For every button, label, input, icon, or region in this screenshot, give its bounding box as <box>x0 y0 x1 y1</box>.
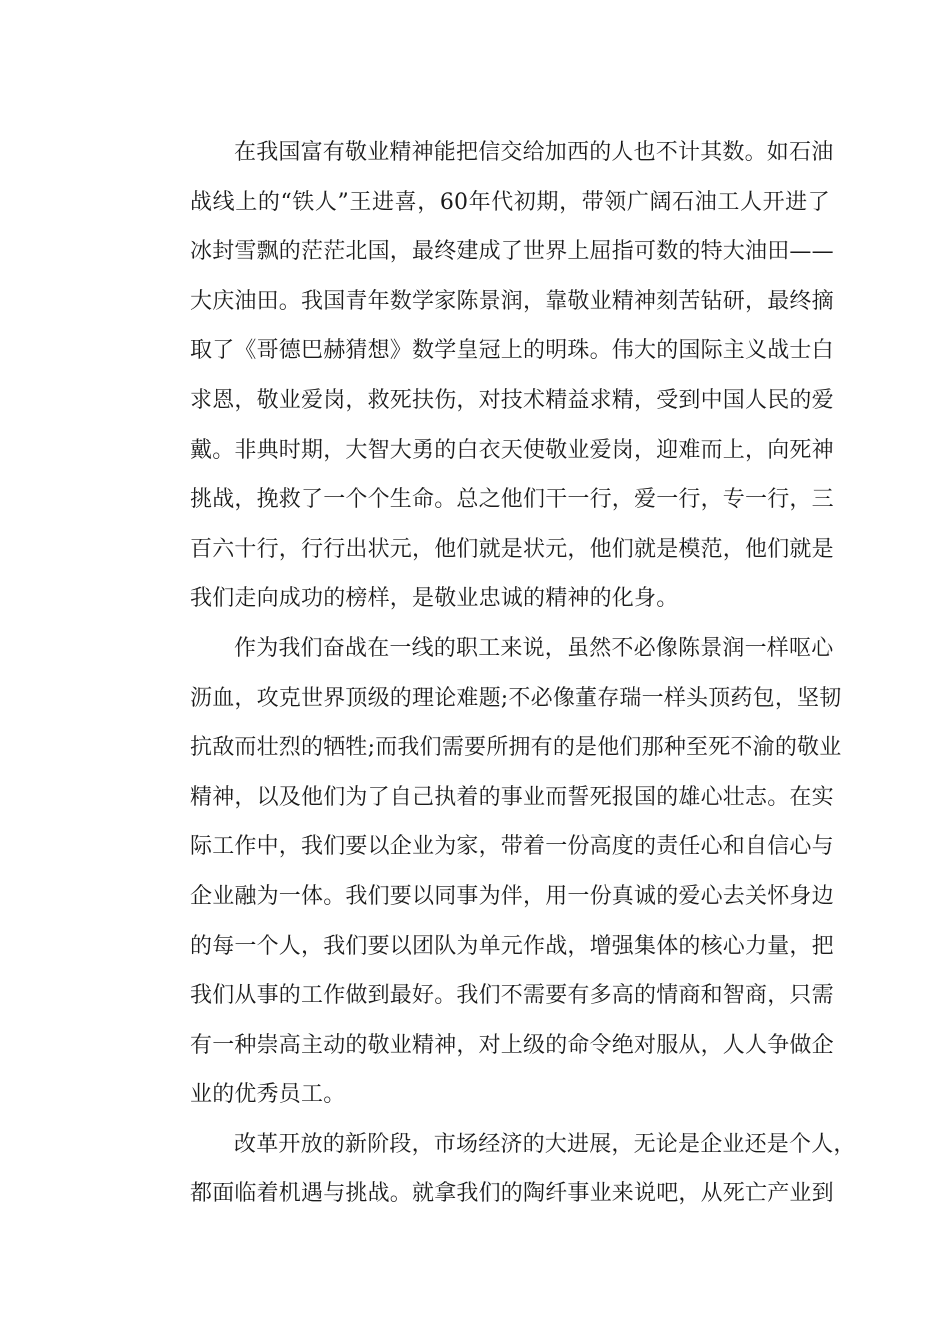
text-line: 沥血，攻克世界顶级的理论难题;不必像董存瑞一样头顶药包，坚韧 <box>190 685 842 711</box>
text-line: 际工作中，我们要以企业为家，带着一份高度的责任心和自信心与 <box>190 834 834 860</box>
text-line: 冰封雪飘的茫茫北国，最终建成了世界上屈指可数的特大油田—— <box>190 239 834 265</box>
text-line: 挑战，挽救了一个个生命。总之他们干一行，爱一行，专一行，三 <box>190 487 834 513</box>
paragraph-1 <box>146 128 834 624</box>
text-line: 我们走向成功的榜样，是敬业忠诚的精神的化身。 <box>190 586 679 612</box>
text-line: 都面临着机遇与挑战。就拿我们的陶纤事业来说吧，从死亡产业到 <box>190 1181 834 1207</box>
text-line: 我们从事的工作做到最好。我们不需要有多高的情商和智商，只需 <box>190 983 834 1009</box>
text-line: 戴。非典时期，大智大勇的白衣天使敬业爱岗，迎难而上，向死神 <box>190 437 834 463</box>
text-line: 精神，以及他们为了自己执着的事业而誓死报国的雄心壮志。在实 <box>190 784 834 810</box>
paragraph-2 <box>146 624 842 1120</box>
text-line: 企业融为一体。我们要以同事为伴，用一份真诚的爱心去关怀身边 <box>190 883 834 909</box>
text-line: 有一种崇高主动的敬业精神，对上级的命令绝对服从，人人争做企 <box>190 1032 834 1058</box>
text-line: 取了《哥德巴赫猜想》数学皇冠上的明珠。伟大的国际主义战士白 <box>190 338 834 364</box>
text-line: 求恩，敬业爱岗，救死扶伤，对技术精益求精，受到中国人民的爱 <box>190 387 834 413</box>
text-line: 抗敌而壮烈的牺牲;而我们需要所拥有的是他们那种至死不渝的敬业 <box>190 735 842 761</box>
text-line: 业的优秀员工。 <box>190 1082 346 1108</box>
document-body <box>146 128 856 1219</box>
paragraph-3 <box>146 1120 856 1219</box>
text-line: 战线上的“铁人”王进喜，60年代初期，带领广阔石油工人开进了 <box>190 189 830 215</box>
text-line: 的每一个人，我们要以团队为单元作战，增强集体的核心力量，把 <box>190 933 834 959</box>
text-line: 作为我们奋战在一线的职工来说，虽然不必像陈景润一样呕心 <box>234 635 834 661</box>
text-line: 百六十行，行行出状元，他们就是状元，他们就是模范，他们就是 <box>190 536 834 562</box>
text-line: 在我国富有敬业精神能把信交给加西的人也不计其数。如石油 <box>234 140 834 165</box>
text-line: 大庆油田。我国青年数学家陈景润，靠敬业精神刻苦钻研，最终摘 <box>190 288 834 314</box>
text-line: 改革开放的新阶段，市场经济的大进展，无论是企业还是个人， <box>234 1131 856 1157</box>
